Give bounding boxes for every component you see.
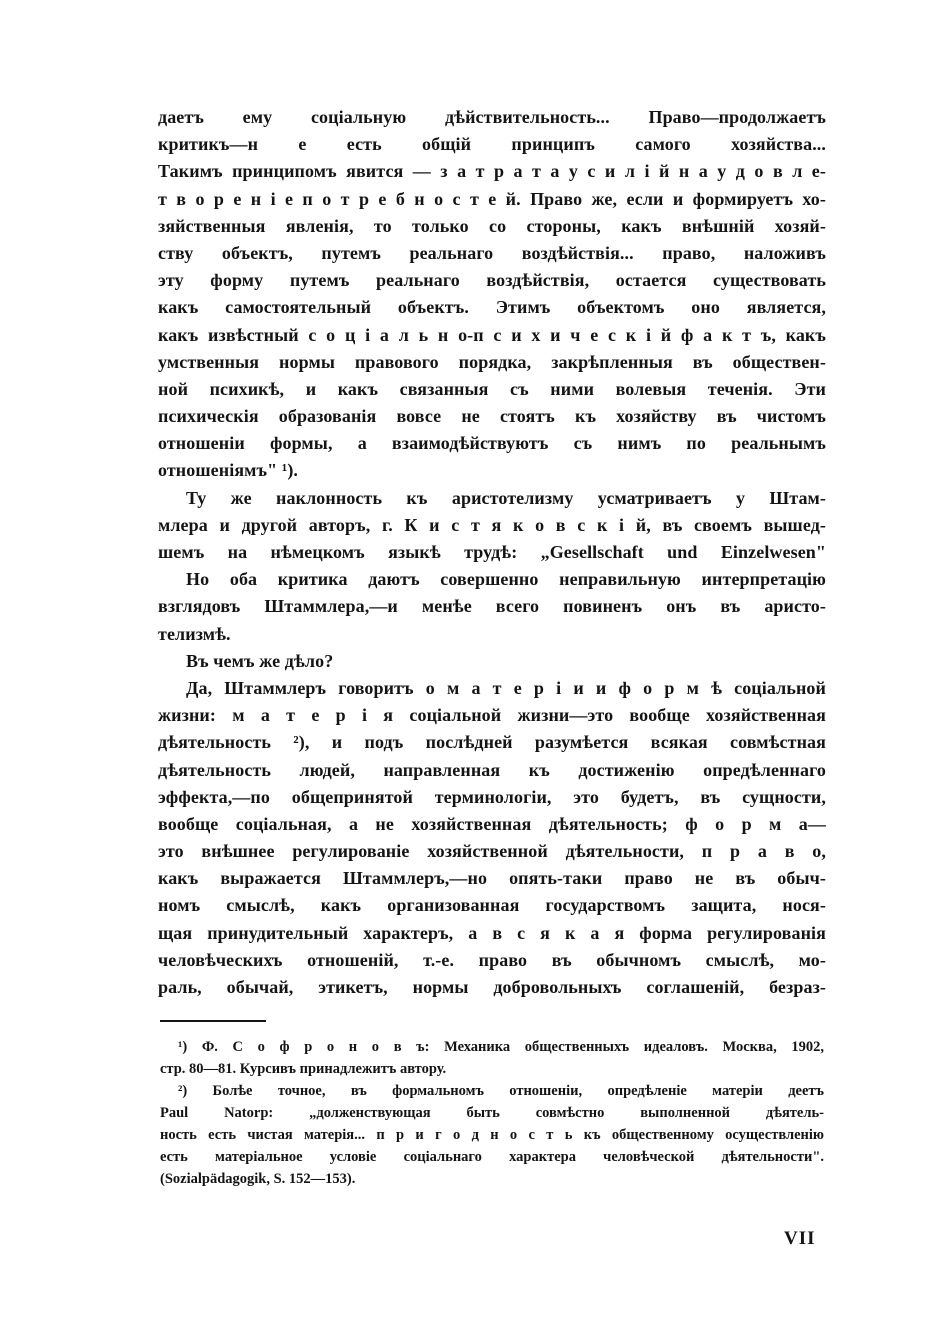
footnote-line: Paul Natorp: „долженствующая быть совмѣстно выполненной дѣятель- [160,1105,824,1121]
text-line: раль, обычай, этикетъ, нормы добровольныхъ соглашеній, безраз- [158,977,826,997]
text-line: Такимъ принципомъ явится — з а т р а т а у с и л і й н а у д о в л е- [158,161,826,182]
text-line: ству объектъ, путемъ реальнаго воздѣйствія... право, наложивъ [158,242,826,263]
footnote-line: ²) Болѣе точное, въ формальномъ отношеніи, опредѣленіе матеріи деетъ [178,1083,824,1099]
footnote-line: есть матеріальное условіе соціальнаго характера человѣческой дѣятельности". [160,1149,824,1165]
text-line: психическія образованія вовсе не стоятъ къ хозяйству въ чистомъ [158,406,826,427]
footnote-divider [160,1020,266,1022]
text-line: телизмѣ. [158,623,231,644]
text-line: какъ извѣстный с о ц і а л ь н о-п с и х и ч е с к і й ф а к т ъ, какъ [158,324,826,345]
footnote-line: ность есть чистая матерія... п р и г о д н о с т ь къ общественному осуществленію [160,1127,824,1143]
text-line: критикъ—н е есть общій принципъ самого хозяйства... [158,134,826,155]
text-line: эффекта,—по общепринятой терминологіи, это будетъ, въ сущности, [158,786,826,807]
text-line: это внѣшнее регулированіе хозяйственной дѣятельности, п р а в о, [158,841,826,862]
text-line: эту форму путемъ реальнаго воздѣйствія, остается существовать [158,270,826,291]
footnote-line: стр. 80—81. Курсивъ принадлежитъ автору. [160,1061,447,1077]
text-line: шемъ на нѣмецкомъ языкѣ трудѣ: „Gesellschaft und Einzelwesen" [158,542,826,562]
footnote-line: (Sozialpädagogik, S. 152—153). [160,1171,356,1187]
footnote-line: ¹) Ф. С о ф р о н о в ъ: Механика общественныхъ идеаловъ. Москва, 1902, [178,1039,824,1055]
text-line: ной психикѣ, и какъ связанныя съ ними волевыя теченія. Эти [158,378,826,399]
text-line: Въ чемъ же дѣло? [186,650,334,671]
text-line: щая принудительный характеръ, а в с я к а я форма регулированія [158,922,826,943]
text-line: умственныя нормы правового порядка, закрѣпленныя въ обществен- [158,351,826,372]
text-line: человѣческихъ отношеній, т.-е. право въ обычномъ смыслѣ, мо- [158,949,826,970]
text-line: номъ смыслѣ, какъ организованная государствомъ защита, нося- [158,895,826,916]
text-line: какъ выражается Штаммлеръ,—но опять-таки право не въ обыч- [158,868,826,889]
main-text [158,104,826,1001]
text-line: даетъ ему соціальную дѣйствительность... Право—продолжаетъ [158,107,826,127]
text-line: Ту же наклонность къ аристотелизму усматриваетъ у Штам- [186,487,826,508]
page-number: VII [784,1228,816,1249]
text-line: Да, Штаммлеръ говоритъ о м а т е р і и и ф о р м ѣ соціальной [186,677,826,698]
text-line: зяйственныя явленія, то только со стороны, какъ внѣшній хозяй- [158,215,826,236]
text-line: дѣятельность людей, направленная къ достиженію опредѣленнаго [158,759,826,780]
text-line: дѣятельность ²), и подъ послѣдней разумѣется всякая совмѣстная [158,732,826,753]
text-line: взглядовъ Штаммлера,—и менѣе всего повиненъ онъ въ аристо- [158,596,826,617]
text-line: Но оба критика даютъ совершенно неправильную интерпретацію [186,569,826,590]
text-line: отношеніямъ" ¹). [158,460,299,481]
text-line: млера и другой авторъ, г. К и с т я к о в с к і й, въ своемъ вышед- [158,514,826,535]
text-line: жизни: м а т е р і я соціальной жизни—это вообще хозяйственная [158,705,826,726]
text-line: какъ самостоятельный объектъ. Этимъ объектомъ оно является, [158,297,826,318]
footnotes [160,1036,824,1190]
text-line: отношеніи формы, а взаимодѣйствуютъ съ нимъ по реальнымъ [158,433,826,454]
text-line: вообще соціальная, а не хозяйственная дѣятельность; ф о р м а— [158,813,826,834]
text-line: т в о р е н і е п о т р е б н о с т е й. Право же, если и формируетъ хо- [158,188,826,209]
